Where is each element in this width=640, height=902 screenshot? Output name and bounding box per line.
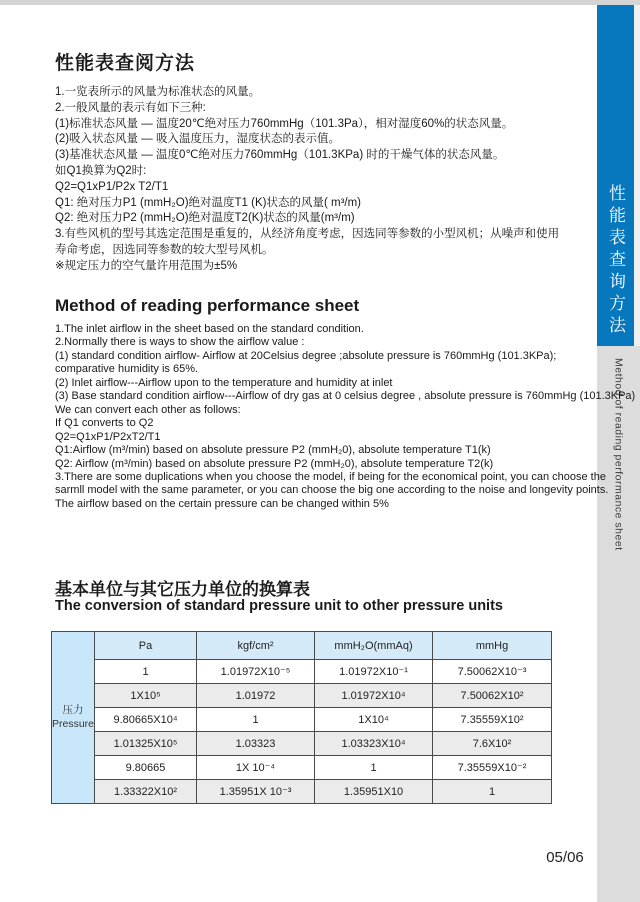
text-line: (1) standard condition airflow- Airflow at 20Celsius degree ;absolute pressure is 760mmHg (101.3KPa); <box>55 349 557 362</box>
table-row <box>52 780 552 804</box>
table-cell: 7.6X10² <box>433 732 552 756</box>
page-top-edge <box>0 0 640 5</box>
text-line: 3.有些风机的型号其选定范围是重复的，从经济角度考虑，因选同等参数的小型风机；从噪声和使用 <box>55 228 560 241</box>
text-line: (1)标准状态风量 — 温度20℃绝对压力760mmHg（101.3Pa），相对湿度60%的状态风量。 <box>55 117 514 130</box>
table-cell: 1 <box>433 780 552 804</box>
table-row <box>52 756 552 780</box>
text-line: Q2: Airflow (m³/min) based on absolute pressure P2 (mmH₂0), absolute temperature T2(k) <box>55 457 494 470</box>
table-cell: 1.35951X 10⁻³ <box>197 780 315 804</box>
table-body <box>52 632 552 804</box>
text-line: 如Q1换算为Q2时: <box>55 164 147 177</box>
table-cell: 1.33322X10² <box>95 780 197 804</box>
table-row <box>52 708 552 732</box>
table-cell: 1.35951X10 <box>315 780 433 804</box>
sidebar-edge-strip <box>634 5 640 346</box>
sidebar-tab-zh <box>597 5 634 346</box>
text-line: If Q1 converts to Q2 <box>55 417 154 430</box>
text-line: We can convert each other as follows: <box>55 403 241 416</box>
table-cell: 1X10⁴ <box>315 708 433 732</box>
table-cell: 1 <box>197 708 315 732</box>
table-cell: 7.50062X10⁻³ <box>433 660 552 684</box>
text-line: The airflow based on the certain pressure can be changed within 5% <box>55 497 389 510</box>
table-cell: 9.80665 <box>95 756 197 780</box>
column-header-cell: mmHg <box>433 632 552 660</box>
sidebar-tab-en-label: Method of reading performance sheet <box>612 358 625 551</box>
table-cell: 7.35559X10⁻² <box>433 756 552 780</box>
table-cell: 1.01972 <box>197 684 315 708</box>
pressure-conversion-table <box>51 631 552 804</box>
table-row <box>52 660 552 684</box>
row-group-label-zh: 压力 <box>62 703 84 716</box>
conversion-title-en: The conversion of standard pressure unit to other pressure units <box>55 598 503 614</box>
table-cell: 1 <box>315 756 433 780</box>
zh-section-title: 性能表查阅方法 <box>55 53 196 74</box>
sidebar-tab-zh-label: 性能表查询方法 <box>606 184 625 338</box>
table-cell: 1.01972X10⁴ <box>315 684 433 708</box>
table-cell: 1.03323 <box>197 732 315 756</box>
text-line: 寿命考虑，因选同等参数的较大型号风机。 <box>55 243 274 256</box>
column-header-cell: mmH₂O(mmAq) <box>315 632 433 660</box>
table-header-row <box>52 632 552 660</box>
text-line: Q2=Q1xP1/P2xT2/T1 <box>55 430 161 443</box>
conversion-title-zh: 基本单位与其它压力单位的换算表 <box>55 580 310 599</box>
text-line: Q2: 绝对压力P2 (mmH₂O)绝对温度T2(K)状态的风量(m³/m) <box>55 212 355 225</box>
text-line: 1.一览表所示的风量为标准状态的风量。 <box>55 86 261 98</box>
column-header-cell: kgf/cm² <box>197 632 315 660</box>
text-line: (2)吸入状态风量 — 吸入温度压力，湿度状态的表示值。 <box>55 133 340 146</box>
table-cell: 7.50062X10² <box>433 684 552 708</box>
en-section-title: Method of reading performance sheet <box>55 296 360 315</box>
page-number: 05/06 <box>546 849 584 866</box>
text-line: comparative humidity is 65%. <box>55 363 199 376</box>
table-cell: 1.01325X10⁵ <box>95 732 197 756</box>
text-line: Q1: 绝对压力P1 (mmH₂O)绝对温度T1 (K)状态的风量( m³/m) <box>55 196 362 209</box>
text-line: 1.The inlet airflow in the sheet based on the standard condition. <box>55 323 364 335</box>
table-cell: 1.03323X10⁴ <box>315 732 433 756</box>
text-line: Q1:Airflow (m³/min) based on absolute pressure P2 (mmH₂0), absolute temperature T1(k) <box>55 444 491 457</box>
table-cell: 7.35559X10² <box>433 708 552 732</box>
en-section-body <box>55 323 635 511</box>
table-cell: 1 <box>95 660 197 684</box>
table-row <box>52 732 552 756</box>
text-line: ※规定压力的空气量许用范围为±5% <box>55 259 238 272</box>
table-cell: 1.01972X10⁻⁵ <box>197 660 315 684</box>
text-line: (2) Inlet airflow---Airflow upon to the temperature and humidity at inlet <box>55 376 393 389</box>
zh-section-body <box>55 85 559 275</box>
table-cell: 9.80665X10⁴ <box>95 708 197 732</box>
table-cell: 1X 10⁻⁴ <box>197 756 315 780</box>
table-cell: 1.01972X10⁻¹ <box>315 660 433 684</box>
table-cell: 1X10⁵ <box>95 684 197 708</box>
text-line: 2.一般风量的表示有如下三种: <box>55 101 206 114</box>
table-row <box>52 684 552 708</box>
text-line: 3.There are some duplications when you choose the model, if being for the economical point, you can choose the <box>55 470 606 483</box>
text-line: 2.Normally there is ways to show the airflow value : <box>55 336 305 349</box>
text-line: (3) Base standard condition airflow---Airflow of dry gas at 0 celsius degree , absolute pressure is 760mmHg (101.3KPa) <box>55 390 636 403</box>
row-group-label-cell <box>52 632 95 804</box>
row-group-label-en: Pressure <box>52 717 95 730</box>
column-header-cell: Pa <box>95 632 197 660</box>
text-line: sarmll model with the same parameter, or you can choose the big one according to the noise and longevity points. <box>55 484 609 497</box>
text-line: (3)基准状态风量 — 温度0℃绝对压力760mmHg（101.3KPa) 时的干燥气体的状态风量。 <box>55 149 505 162</box>
text-line: Q2=Q1xP1/P2x T2/T1 <box>55 180 169 193</box>
